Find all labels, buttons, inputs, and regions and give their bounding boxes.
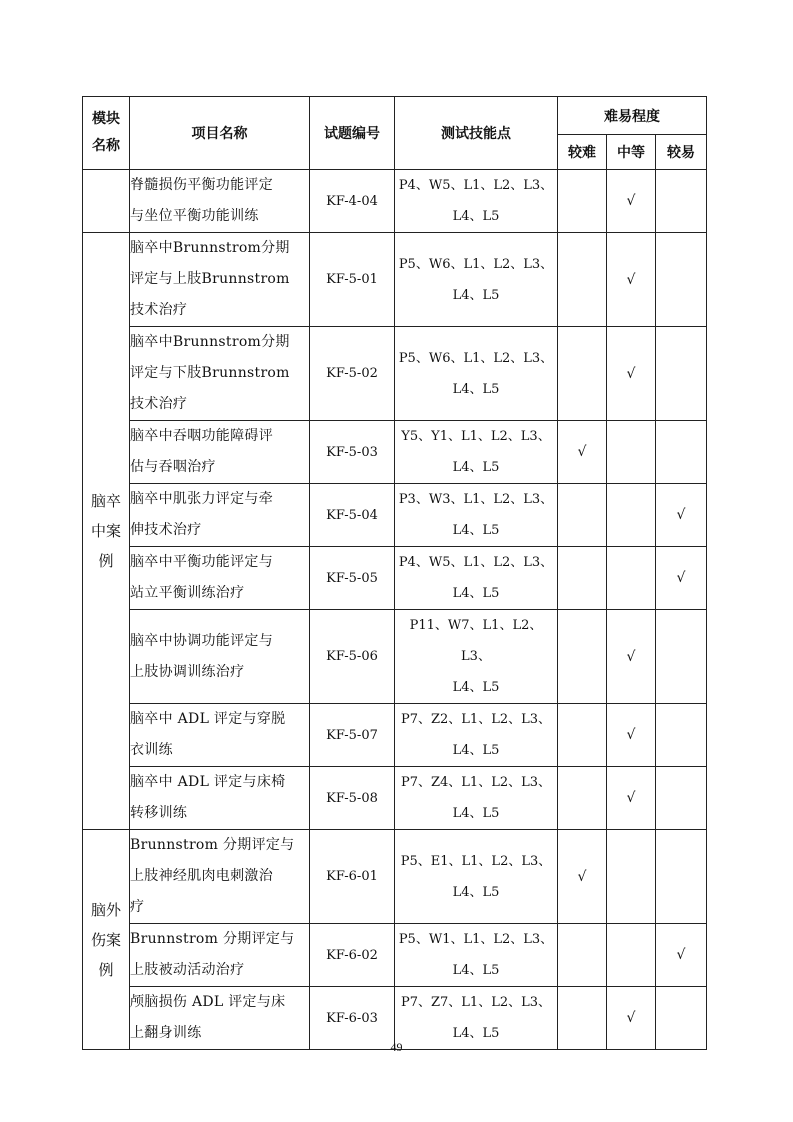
module-cell xyxy=(83,830,130,1050)
header-project-name: 项目名称 xyxy=(130,97,310,170)
project-name-line: 疗 xyxy=(130,899,145,915)
table-row xyxy=(83,830,707,924)
project-name-line: 估与吞咽治疗 xyxy=(130,459,216,475)
header-difficulty: 难易程度 xyxy=(558,97,707,135)
project-name-line: 与坐位平衡功能训练 xyxy=(130,208,259,224)
table-body xyxy=(83,170,707,1050)
test-code-cell: KF-5-03 xyxy=(310,421,395,484)
skill-points-line: L4、L5 xyxy=(452,884,500,900)
table-row xyxy=(83,170,707,233)
difficulty-medium-cell xyxy=(607,547,656,610)
project-name-line: 上肢被动活动治疗 xyxy=(130,962,245,978)
check-mark: √ xyxy=(577,868,587,885)
skill-points-line: P3、W3、L1、L2、L3、 xyxy=(398,492,554,507)
header-easy: 较易 xyxy=(656,135,707,170)
test-code-cell: KF-5-02 xyxy=(310,327,395,421)
project-name-cell xyxy=(130,170,310,233)
skill-points-line: L4、L5 xyxy=(452,523,500,538)
skill-points-line: L4、L5 xyxy=(452,963,500,978)
skill-points-line: P7、Z4、L1、L2、L3、 xyxy=(400,775,552,790)
difficulty-hard-cell xyxy=(558,233,607,327)
skill-points-cell xyxy=(395,767,558,830)
skill-points-line: L4、L5 xyxy=(452,806,500,821)
test-code-cell: KF-5-07 xyxy=(310,704,395,767)
skill-points-cell xyxy=(395,924,558,987)
project-name-cell xyxy=(130,547,310,610)
table-row xyxy=(83,421,707,484)
check-mark: √ xyxy=(626,271,636,288)
difficulty-medium-cell xyxy=(607,233,656,327)
header-skill-points: 测试技能点 xyxy=(395,97,558,170)
project-name-cell xyxy=(130,421,310,484)
test-code-cell: KF-5-01 xyxy=(310,233,395,327)
check-mark: √ xyxy=(626,1010,636,1026)
project-name-line: 脊髓损伤平衡功能评定 xyxy=(130,177,273,193)
test-code-cell: KF-6-01 xyxy=(310,830,395,924)
table-row xyxy=(83,704,707,767)
skill-points-line: P7、Z7、L1、L2、L3、 xyxy=(400,995,552,1010)
project-name-line: 伸技术治疗 xyxy=(130,522,202,538)
test-code-cell: KF-6-03 xyxy=(310,987,395,1050)
check-mark: √ xyxy=(626,727,636,743)
difficulty-hard-cell xyxy=(558,704,607,767)
project-name-line: 脑卒中肌张力评定与牵 xyxy=(130,491,273,507)
test-code-cell: KF-6-02 xyxy=(310,924,395,987)
page-number: 49 xyxy=(390,1040,403,1054)
test-code-cell: KF-4-04 xyxy=(310,170,395,233)
project-name-line: 上肢协调训练治疗 xyxy=(130,663,245,680)
table-row xyxy=(83,767,707,830)
difficulty-hard-cell xyxy=(558,924,607,987)
project-name-line: 脑卒中协调功能评定与 xyxy=(130,632,273,649)
difficulty-medium-cell xyxy=(607,421,656,484)
check-mark: √ xyxy=(626,648,636,665)
skills-table xyxy=(82,96,707,1050)
project-name-line: 脑卒中吞咽功能障碍评 xyxy=(130,428,273,444)
skill-points-cell xyxy=(395,610,558,704)
project-name-line: 脑卒中 ADL 评定与床椅 xyxy=(130,774,286,790)
module-cell xyxy=(83,233,130,830)
skill-points-cell xyxy=(395,830,558,924)
check-mark: √ xyxy=(676,507,686,523)
skill-points-cell xyxy=(395,547,558,610)
project-name-line: Brunnstrom 分期评定与 xyxy=(130,837,295,853)
project-name-line: 脑卒中 ADL 评定与穿脱 xyxy=(130,711,286,727)
project-name-cell xyxy=(130,484,310,547)
project-name-line: 颅脑损伤 ADL 评定与床 xyxy=(130,994,286,1010)
skill-points-line: P5、W1、L1、L2、L3、 xyxy=(398,932,554,947)
check-mark: √ xyxy=(676,947,686,963)
skill-points-line: L4、L5 xyxy=(452,287,500,303)
check-mark: √ xyxy=(626,193,636,209)
project-name-line: 脑卒中Brunnstrom分期 xyxy=(130,334,290,350)
table-row xyxy=(83,547,707,610)
test-code-cell: KF-5-04 xyxy=(310,484,395,547)
difficulty-hard-cell xyxy=(558,610,607,704)
project-name-cell xyxy=(130,610,310,704)
difficulty-easy-cell xyxy=(656,547,707,610)
project-name-cell xyxy=(130,830,310,924)
skill-points-cell xyxy=(395,421,558,484)
difficulty-easy-cell xyxy=(656,610,707,704)
difficulty-medium-cell xyxy=(607,704,656,767)
project-name-line: 衣训练 xyxy=(130,742,173,758)
project-name-line: 脑卒中平衡功能评定与 xyxy=(130,554,273,570)
header-medium: 中等 xyxy=(607,135,656,170)
check-mark: √ xyxy=(626,365,636,382)
skill-points-line: P5、E1、L1、L2、L3、 xyxy=(400,853,552,869)
difficulty-easy-cell xyxy=(656,170,707,233)
project-name-line: 上肢神经肌肉电刺激治 xyxy=(130,868,273,884)
difficulty-medium-cell xyxy=(607,924,656,987)
difficulty-hard-cell xyxy=(558,830,607,924)
check-mark: √ xyxy=(626,790,636,806)
difficulty-medium-cell xyxy=(607,327,656,421)
skill-points-cell xyxy=(395,327,558,421)
project-name-line: 脑卒中Brunnstrom分期 xyxy=(130,240,290,256)
table-row xyxy=(83,233,707,327)
skill-points-cell xyxy=(395,170,558,233)
skill-points-line: P4、W5、L1、L2、L3、 xyxy=(398,555,554,570)
difficulty-easy-cell xyxy=(656,767,707,830)
skill-points-line: L4、L5 xyxy=(452,1026,500,1041)
difficulty-medium-cell xyxy=(607,830,656,924)
difficulty-hard-cell xyxy=(558,484,607,547)
difficulty-easy-cell xyxy=(656,830,707,924)
table-row xyxy=(83,484,707,547)
header-module-name: 模块名称 xyxy=(83,97,130,170)
project-name-line: 评定与下肢Brunnstrom xyxy=(130,365,290,381)
project-name-cell xyxy=(130,327,310,421)
difficulty-easy-cell xyxy=(656,924,707,987)
check-mark: √ xyxy=(577,444,587,460)
difficulty-easy-cell xyxy=(656,233,707,327)
difficulty-easy-cell xyxy=(656,484,707,547)
project-name-line: 评定与上肢Brunnstrom xyxy=(130,271,290,287)
difficulty-easy-cell xyxy=(656,421,707,484)
header-hard: 较难 xyxy=(558,135,607,170)
check-mark: √ xyxy=(676,570,686,586)
skill-points-line: L4、L5 xyxy=(452,586,500,601)
project-name-line: 站立平衡训练治疗 xyxy=(130,585,245,601)
project-name-line: 上翻身训练 xyxy=(130,1025,202,1041)
project-name-line: 技术治疗 xyxy=(130,302,188,318)
difficulty-medium-cell xyxy=(607,170,656,233)
skill-points-cell xyxy=(395,484,558,547)
difficulty-hard-cell xyxy=(558,547,607,610)
skill-points-line: L4、L5 xyxy=(452,743,500,758)
project-name-cell xyxy=(130,924,310,987)
project-name-cell xyxy=(130,704,310,767)
skill-points-line: L4、L5 xyxy=(452,460,500,475)
difficulty-hard-cell xyxy=(558,327,607,421)
skill-points-line: P4、W5、L1、L2、L3、 xyxy=(398,178,554,193)
test-code-cell: KF-5-08 xyxy=(310,767,395,830)
project-name-line: 转移训练 xyxy=(130,805,188,821)
skill-points-line: Y5、Y1、L1、L2、L3、 xyxy=(401,429,551,444)
skill-points-line: P11、W7、L1、L2、L3、 xyxy=(409,618,543,664)
difficulty-easy-cell xyxy=(656,704,707,767)
table-row xyxy=(83,610,707,704)
difficulty-easy-cell xyxy=(656,327,707,421)
project-name-line: Brunnstrom 分期评定与 xyxy=(130,931,295,947)
project-name-cell xyxy=(130,767,310,830)
skill-points-line: L4、L5 xyxy=(452,209,500,224)
skill-points-line: L4、L5 xyxy=(452,680,500,695)
table-row xyxy=(83,924,707,987)
module-cell xyxy=(83,170,130,233)
difficulty-hard-cell xyxy=(558,767,607,830)
difficulty-hard-cell xyxy=(558,421,607,484)
header-test-code: 试题编号 xyxy=(310,97,395,170)
test-code-cell: KF-5-06 xyxy=(310,610,395,704)
module-label: 脑卒中案例 xyxy=(90,492,121,570)
skill-points-cell xyxy=(395,704,558,767)
project-name-cell xyxy=(130,233,310,327)
skill-points-line: P7、Z2、L1、L2、L3、 xyxy=(400,712,552,727)
test-code-cell: KF-5-05 xyxy=(310,547,395,610)
table-row xyxy=(83,327,707,421)
module-label: 脑外伤案例 xyxy=(90,900,121,979)
skill-points-line: P5、W6、L1、L2、L3、 xyxy=(398,256,554,272)
difficulty-medium-cell xyxy=(607,767,656,830)
difficulty-medium-cell xyxy=(607,484,656,547)
skill-points-line: L4、L5 xyxy=(452,381,500,397)
skill-points-cell xyxy=(395,233,558,327)
project-name-line: 技术治疗 xyxy=(130,396,188,412)
skill-points-line: P5、W6、L1、L2、L3、 xyxy=(398,350,554,366)
difficulty-medium-cell xyxy=(607,610,656,704)
difficulty-hard-cell xyxy=(558,170,607,233)
